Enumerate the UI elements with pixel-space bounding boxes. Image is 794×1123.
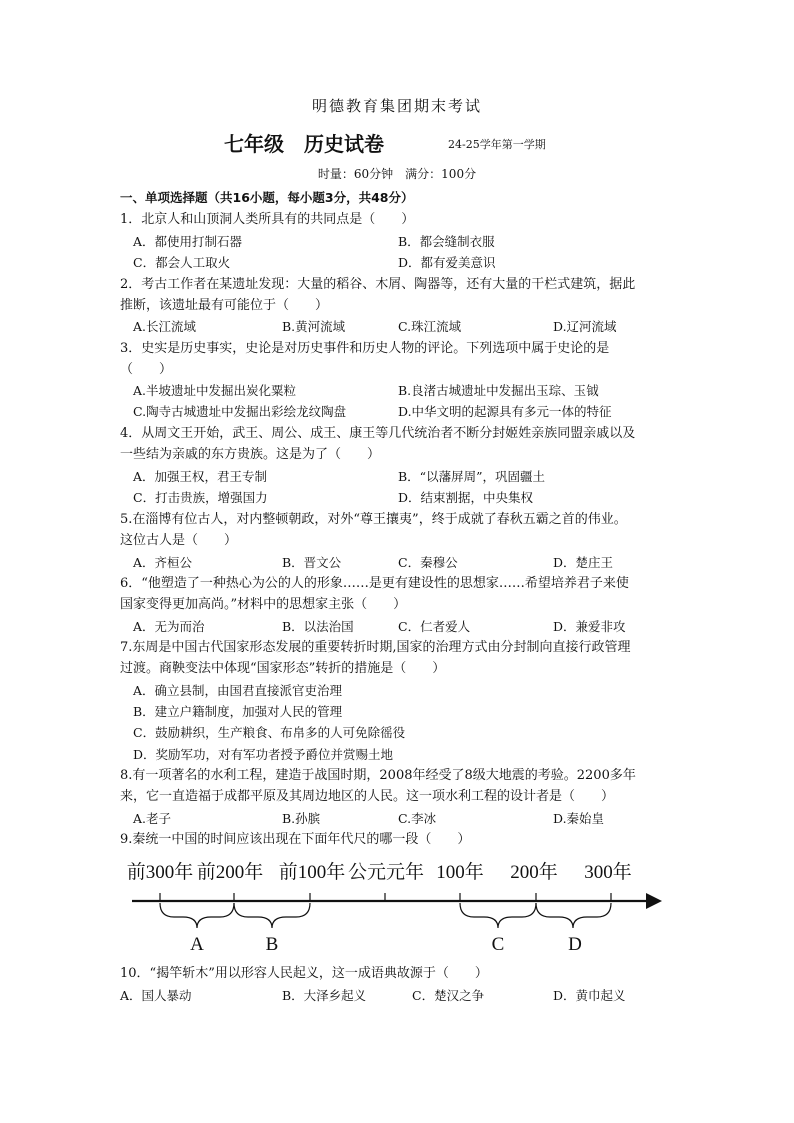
q8-option-a: A.老子 — [133, 811, 172, 826]
term-label: 24-25学年第一学期 — [448, 138, 546, 151]
q5-option-a: A．齐桓公 — [133, 555, 193, 570]
segment-brace-c — [460, 903, 536, 928]
q6-option-c: C．仁者爱人 — [398, 619, 471, 634]
question-7-stem-2: 过渡。商鞅变法中体现“国家形态”转折的措施是（ ） — [120, 661, 446, 676]
section-heading: 一、单项选择题（共16小题，每小题3分，共48分） — [120, 190, 414, 205]
q6-option-b: B．以法治国 — [282, 619, 354, 634]
timeline-tick-label: 300年 — [584, 862, 632, 883]
question-8-stem-2: 来，它一直造福于成都平原及其周边地区的人民。这一项水利工程的设计者是（ ） — [120, 789, 615, 804]
title-row — [0, 128, 794, 158]
question-1-stem: 1．北京人和山顶洞人类所具有的共同点是（ ） — [120, 212, 415, 227]
q7-option-b: B．建立户籍制度，加强对人民的管理 — [133, 704, 343, 719]
timeline-tick-label: 前200年 — [196, 862, 264, 883]
timeline-tick-label: 200年 — [510, 862, 558, 883]
q5-option-c: C．秦穆公 — [398, 555, 458, 570]
q10-option-b: B．大泽乡起义 — [282, 988, 367, 1003]
q3-option-c: C.陶寺古城遗址中发掘出彩绘龙纹陶盘 — [133, 404, 347, 419]
question-6-stem: 6．“他塑造了一种热心为公的人的形象……是更有建设性的思想家……希望培养君子来使 — [120, 576, 629, 591]
q7-option-d: D．奖励军功，对有军功者授予爵位并赏赐土地 — [133, 747, 394, 762]
segment-label-c: C — [491, 934, 505, 955]
q10-option-a: A．国人暴动 — [120, 988, 192, 1003]
q8-option-d: D.秦始皇 — [553, 811, 605, 826]
question-3-stem-2: （ ） — [120, 362, 173, 377]
q5-option-b: B．晋文公 — [282, 555, 342, 570]
q7-option-c: C．鼓励耕织，生产粮食、布帛多的人可免除徭役 — [133, 725, 406, 740]
question-9-stem: 9.秦统一中国的时间应该出现在下面年代尺的哪一段（ ） — [120, 832, 471, 847]
question-10-stem: 10．“揭竿斩木”用以形容人民起义，这一成语典故源于（ ） — [120, 966, 488, 981]
question-4-stem: 4．从周文王开始，武王、周公、成王、康王等几代统治者不断分封姬姓亲族同盟亲戚以及 — [120, 426, 636, 441]
q1-option-d: D．都有爱美意识 — [398, 255, 496, 270]
q8-option-b: B.孙膑 — [282, 811, 321, 826]
q4-option-c: C．打击贵族，增强国力 — [133, 490, 268, 505]
segment-brace-b — [234, 903, 310, 928]
school-heading: 明德教育集团期末考试 — [311, 97, 482, 115]
q4-option-b: B．“以藩屏周”，巩固疆土 — [398, 469, 545, 484]
timeline-tick-label: 前100年 — [278, 862, 346, 883]
question-5-stem-2: 这位古人是（ ） — [120, 533, 238, 548]
q7-option-a: A．确立县制，由国君直接派官吏治理 — [133, 683, 343, 698]
question-6-stem-2: 国家变得更加高尚。”材料中的思想家主张（ ） — [120, 597, 407, 612]
q10-option-c: C．楚汉之争 — [412, 988, 485, 1003]
q1-option-a: A．都使用打制石器 — [133, 234, 243, 249]
segment-brace-a — [160, 903, 234, 928]
question-3-stem: 3．史实是历史事实，史论是对历史事件和历史人物的评论。下列选项中属于史论的是 — [120, 341, 610, 356]
segment-label-b: B — [265, 934, 279, 955]
q2-option-a: A.长江流域 — [133, 319, 197, 334]
q4-option-d: D．结束割据，中央集权 — [398, 490, 534, 505]
question-5-stem: 5.在淄博有位古人，对内整顿朝政，对外“尊王攘夷”，终于成就了春秋五霸之首的伟业。 — [120, 512, 627, 527]
question-4-stem-2: 一些结为亲戚的东方贵族。这是为了（ ） — [120, 447, 381, 462]
q8-option-c: C.李冰 — [398, 811, 437, 826]
q3-option-d: D.中华文明的起源具有多元一体的特征 — [398, 404, 612, 419]
q2-option-d: D.辽河流域 — [553, 319, 617, 334]
q1-option-c: C．都会人工取火 — [133, 255, 231, 270]
question-8-stem: 8.有一项著名的水利工程，建造于战国时期，2008年经受了8级大地震的考验。2200多年 — [120, 768, 636, 783]
timeline-tick-label: 公元元年 — [347, 862, 425, 883]
q6-option-d: D．兼爱非攻 — [553, 619, 626, 634]
question-2-stem-2: 推断，该遗址最有可能位于（ ） — [120, 298, 329, 313]
q3-option-b: B.良渚古城遗址中发掘出玉琮、玉钺 — [398, 383, 599, 398]
segment-label-d: D — [568, 934, 582, 955]
segment-label-a: A — [190, 934, 204, 955]
exam-info: 时量：60分钟 满分：100分 — [317, 167, 477, 181]
question-2-stem: 2．考古工作者在某遗址发现：大量的稻谷、木屑、陶器等，还有大量的干栏式建筑，据此 — [120, 277, 636, 292]
question-7-stem: 7.东周是中国古代国家形态发展的重要转折时期,国家的治理方式由分封制向直接行政管理 — [120, 640, 631, 655]
timeline-tick-label: 100年 — [436, 862, 484, 883]
q3-option-a: A.半坡遗址中发掘出炭化粟粒 — [133, 383, 297, 398]
segment-brace-d — [536, 903, 611, 928]
q6-option-a: A．无为而治 — [133, 619, 205, 634]
q2-option-c: C.珠江流域 — [398, 319, 462, 334]
q4-option-a: A．加强王权，君王专制 — [133, 469, 268, 484]
exam-title: 七年级 历史试卷 — [224, 132, 384, 156]
timeline-tick-label: 前300年 — [126, 862, 194, 883]
q5-option-d: D．楚庄王 — [553, 555, 614, 570]
q10-option-d: D．黄巾起义 — [553, 988, 626, 1003]
timeline-figure — [0, 850, 794, 965]
timeline-arrow-head — [646, 893, 662, 909]
q2-option-b: B.黄河流域 — [282, 319, 346, 334]
q1-option-b: B．都会缝制衣服 — [398, 234, 495, 249]
